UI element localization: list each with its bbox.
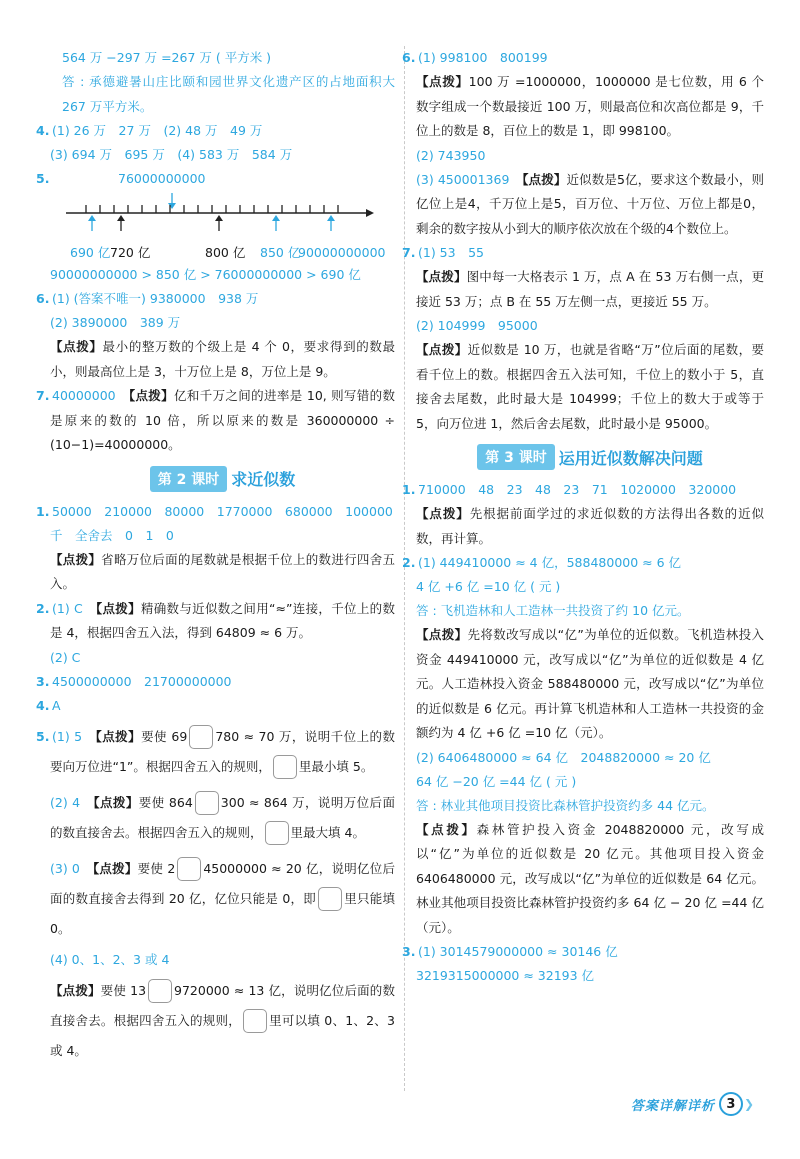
s2-q5-4: (4) 0、1、2、3 或 4 [50, 951, 170, 967]
numline-below-arrows [88, 215, 335, 231]
lesson-badge: 第 3 课时 [477, 444, 555, 470]
s2-q1-note: 【点拨】省略万位后面的尾数就是根据千位上的数进行四舍五入。 [50, 551, 395, 591]
q6: 6. (1) (答案不唯一) 9380000 938 万 [36, 291, 259, 306]
s2-q5-3: (3) 0 【点拨】要使 2 45000000 ≈ 20 亿，说明亿位后面的数直接舍去得到 20 亿，亿位只能是 0，即 里只能填 0。 [50, 854, 395, 944]
q6-b: (2) 3890000 389 万 [50, 315, 181, 330]
s2-q5-1: 5. (1) 5 【点拨】要使 69 780 ≈ 70 万，说明千位上的数要向万位进“1”。根据四舍五入的规则， 里最小填 5。 [50, 722, 395, 782]
r-q7-note2: 【点拨】近似数是 10 万，也就是省略“万”位后面的尾数，要看千位上的数。根据四舍五入法可知，千位上的数小于 5，直接舍去尾数，此时最大是 104999；千位上的数大于或等于 5，向万位进 1，然后舍去尾数，此时最小是 95000。 [416, 342, 764, 431]
numline-ticks [86, 205, 338, 213]
blank-box [195, 791, 219, 815]
numline-arrowhead [366, 209, 374, 217]
s3-q3-b: 3219315000000 ≈ 32193 亿 [416, 968, 595, 983]
s2-q5-2: (2) 4 【点拨】要使 864 300 ≈ 864 万，说明万位后面的数直接舍去。根据四舍五入的规则， 里最大填 4。 [50, 788, 395, 848]
chevron-right-icon: ❯ [743, 1097, 754, 1111]
lesson-title: 运用近似数解决问题 [558, 448, 703, 468]
s2-q4: 4. A [36, 697, 61, 713]
s2-q2: 2. (1) C 【点拨】精确数与近似数之间用“≈”连接，千位上的数是 4，根据四舍五入法，得到 64809 ≈ 6 万。 [36, 600, 395, 640]
answer-line: 564 万 −297 万 =267 万 ( 平方米 ) [62, 50, 272, 65]
r-q7-note1: 【点拨】图中每一大格表示 1 万，点 A 在 53 万右侧一点，更接近 53 万；点 B 在 55 万左侧一点，更接近 55 万。 [416, 269, 764, 309]
blank-box [265, 821, 289, 845]
r-q7-b: (2) 104999 95000 [416, 318, 538, 333]
r-q7: 7. (1) 53 55 [402, 245, 484, 260]
s2-q3: 3. 4500000000 21700000000 [36, 673, 232, 689]
q5-label: 5. 76000000000 [36, 171, 206, 186]
q7: 7. 40000000 【点拨】亿和千万之间的进率是 10, 则写错的数是原来的数的 10 倍，所以原来的数是 360000000 ÷ (10−1)=40000000。 [36, 388, 395, 452]
number-line [48, 191, 378, 241]
s3-q2: 2. (1) 449410000 ≈ 4 亿，588480000 ≈ 6 亿 [402, 555, 682, 570]
numline-top-arrow [168, 193, 176, 209]
s2-q2-b: (2) C [50, 649, 81, 665]
s3-q1-note: 【点拨】先根据前面学过的求近似数的方法得出各数的近似数，再计算。 [416, 506, 764, 546]
s3-q3: 3. (1) 3014579000000 ≈ 30146 亿 [402, 944, 618, 959]
blank-box [148, 979, 172, 1003]
s2-q1-b: 千 全舍去 0 1 0 [50, 527, 174, 543]
numline-below-labels: 690 亿 720 亿 800 亿 850 亿 90000000000 [70, 245, 386, 260]
s3-q1: 1. 710000 48 23 48 23 71 1020000 320000 [402, 482, 737, 497]
numline-compare: 90000000000 > 850 亿 > 76000000000 > 690 亿 [50, 267, 361, 282]
left-column [36, 46, 395, 1066]
numline-top-label: 76000000000 [118, 171, 206, 186]
blank-box [189, 725, 213, 749]
blank-box [177, 857, 201, 881]
s2-q1: 1. 50000 210000 80000 1770000 680000 100000 [36, 503, 393, 519]
section-header-2 [50, 464, 395, 494]
lesson-badge: 第 2 课时 [150, 466, 228, 492]
blank-box [243, 1009, 267, 1033]
lesson-title: 求近似数 [231, 470, 296, 489]
s3-q2-d: (2) 6406480000 ≈ 64 亿 2048820000 ≈ 20 亿 [416, 749, 711, 765]
r-q6-note1: 【点拨】100 万 =1000000，1000000 是七位数，用 6 个数字组成一个数最接近 100 万，则最高位和次高位都是 9，千位上的数是 8，百位上的数是 1，即 998100。 [416, 74, 764, 138]
page-number: 3 [719, 1092, 743, 1116]
footer-label: 答案详解详析 [630, 1098, 715, 1114]
q4: 4. (1) 26 万 27 万 (2) 48 万 49 万 [36, 123, 263, 138]
answer-statement: 答 : 承德避暑山庄比颐和园世界文化遗产区的占地面积大 267 万平方米。 [62, 74, 395, 114]
right-column [402, 46, 764, 988]
q4-b: (3) 694 万 695 万 (4) 583 万 584 万 [50, 147, 293, 162]
blank-box [273, 755, 297, 779]
q6-note: 【点拨】最小的整万数的个级上是 4 个 0，要求得到的数最小，则最高位上是 3，十万位上是 8，万位上是 9。 [50, 339, 395, 379]
s3-q2-note2: 【点拨】森林管护投入资金 2048820000 元，改写成以“亿”为单位的近似数是 20 亿元。其他项目投入资金 6406480000 元，改写成以“亿”为单位的近似数是 64 亿元。林业其他项目投资比森林管护投资约多 64 亿 − 20 亿 =44 亿（元）。 [416, 821, 764, 935]
page-footer [631, 1092, 754, 1116]
s2-q5-4-note: 【点拨】要使 13 9720000 ≈ 13 亿，说明亿位后面的数直接舍去。根据四舍五入的规则， 里可以填 0、1、2、3 或 4。 [50, 976, 395, 1066]
r-q6-c: (3) 450001369 【点拨】近似数是5亿，要求这个数最小，则亿位上是4，千万位上是5，百万位、十万位、万位上都是0，剩余的数字按从小到大的顺序依次放在个级的4个数位上。 [416, 171, 764, 236]
section-header-3 [416, 442, 764, 472]
s3-q2-b: 4 亿 +6 亿 =10 亿 ( 元 ) [416, 579, 561, 594]
r-q6-b: (2) 743950 [416, 147, 486, 163]
r-q6: 6. (1) 998100 800199 [402, 50, 548, 65]
blank-box [318, 887, 342, 911]
s3-q2-note1: 【点拨】先将数改写成以“亿”为单位的近似数。飞机造林投入资金 449410000 元，改写成以“亿”为单位的近似数是 4 亿元。人工造林投入资金 588480000 元，改写成以“亿”为单位的近似数是 6 亿元。再计算飞机造林和人工造林一共投资的金额约为 4 亿 +6 亿 =10 亿（元）。 [416, 627, 764, 740]
s3-q2-e: 64 亿 −20 亿 =44 亿 ( 元 ) [416, 773, 577, 789]
s3-q2-c: 答 : 飞机造林和人工造林一共投资了约 10 亿元。 [416, 603, 690, 618]
s3-q2-f: 答 : 林业其他项目投资比森林管护投资约多 44 亿元。 [416, 797, 715, 813]
